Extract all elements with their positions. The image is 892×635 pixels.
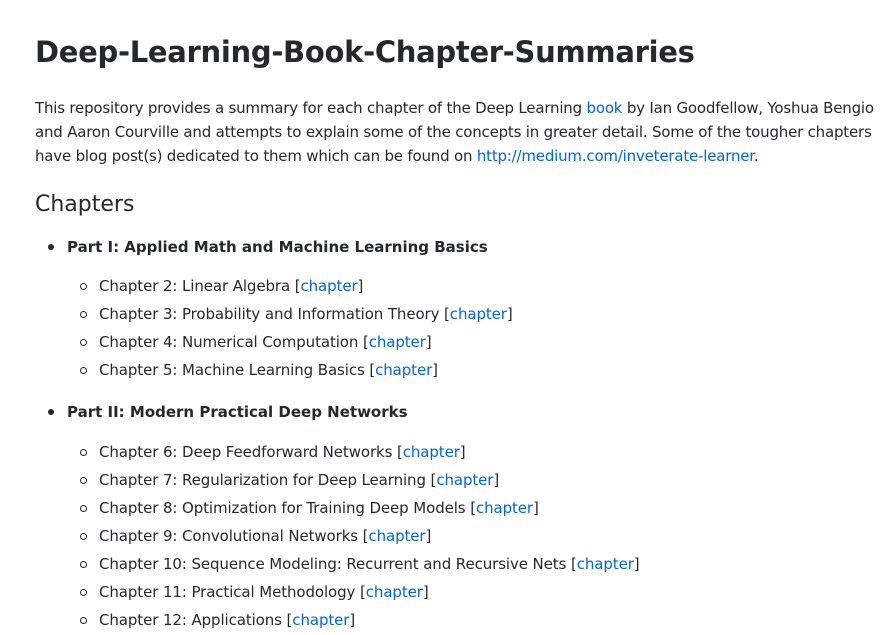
chapter-item: Chapter 3: Probability and Information Theory [chapter] [35,300,885,328]
chapter-label: Chapter 3: Probability and Information Theory [99,305,440,323]
chapter-link[interactable]: chapter [368,527,426,545]
chapter-item: Chapter 10: Sequence Modeling: Recurrent and Recursive Nets [chapter] [35,550,885,578]
chapter-link[interactable]: chapter [365,583,423,601]
chapter-link[interactable]: chapter [300,277,358,295]
chapter-label: Chapter 5: Machine Learning Basics [99,361,365,379]
chapter-label: Chapter 4: Numerical Computation [99,333,359,351]
readme-content [35,0,885,634]
book-link[interactable]: book [586,99,623,117]
chapter-link[interactable]: chapter [292,611,350,629]
chapters-heading: Chapters [35,192,135,217]
chapter-item: Chapter 11: Practical Methodology [chapter] [35,578,885,606]
intro-text-2: by Ian Goodfellow, Yoshua Bengio and Aaron Courville and attempts to explain some of the concepts in greater detail. Some of the tougher chapters have blog post(s) dedicated to them which can be found on [35,99,874,165]
chapter-item: Chapter 12: Applications [chapter] [35,606,885,634]
parts-list [35,236,885,634]
chapter-label: Chapter 7: Regularization for Deep Learning [99,471,426,489]
intro-paragraph [35,96,885,168]
medium-link[interactable]: http://medium.com/inveterate-learner [476,147,754,165]
chapter-label: Chapter 6: Deep Feedforward Networks [99,443,393,461]
part-item [35,236,885,384]
chapter-link[interactable]: chapter [375,361,433,379]
part-title: Part I: Applied Math and Machine Learning Basics [35,236,885,258]
chapter-label: Chapter 9: Convolutional Networks [99,527,358,545]
chapter-item: Chapter 5: Machine Learning Basics [chapter] [35,356,885,384]
intro-text-end: . [753,147,759,165]
chapter-link[interactable]: chapter [576,555,634,573]
chapter-link[interactable]: chapter [475,499,533,517]
chapter-label: Chapter 11: Practical Methodology [99,583,356,601]
chapter-label: Chapter 12: Applications [99,611,282,629]
chapter-item: Chapter 4: Numerical Computation [chapter] [35,328,885,356]
page-title: Deep-Learning-Book-Chapter-Summaries [35,35,695,69]
chapter-item: Chapter 8: Optimization for Training Deep Models [chapter] [35,494,885,522]
chapter-label: Chapter 2: Linear Algebra [99,277,291,295]
chapter-link[interactable]: chapter [436,471,494,489]
chapter-list [35,438,885,634]
chapter-item: Chapter 6: Deep Feedforward Networks [chapter] [35,438,885,466]
chapter-link[interactable]: chapter [368,333,426,351]
intro-text-1: This repository provides a summary for each chapter of the Deep Learning [35,99,587,117]
chapter-list [35,272,885,384]
chapter-item: Chapter 7: Regularization for Deep Learning [chapter] [35,466,885,494]
part-item [35,401,885,634]
part-title: Part II: Modern Practical Deep Networks [35,401,885,423]
chapter-label: Chapter 10: Sequence Modeling: Recurrent and Recursive Nets [99,555,567,573]
chapter-item: Chapter 9: Convolutional Networks [chapter] [35,522,885,550]
chapter-item: Chapter 2: Linear Algebra [chapter] [35,272,885,300]
chapter-label: Chapter 8: Optimization for Training Deep Models [99,499,466,517]
chapter-link[interactable]: chapter [402,443,460,461]
chapter-link[interactable]: chapter [449,305,507,323]
